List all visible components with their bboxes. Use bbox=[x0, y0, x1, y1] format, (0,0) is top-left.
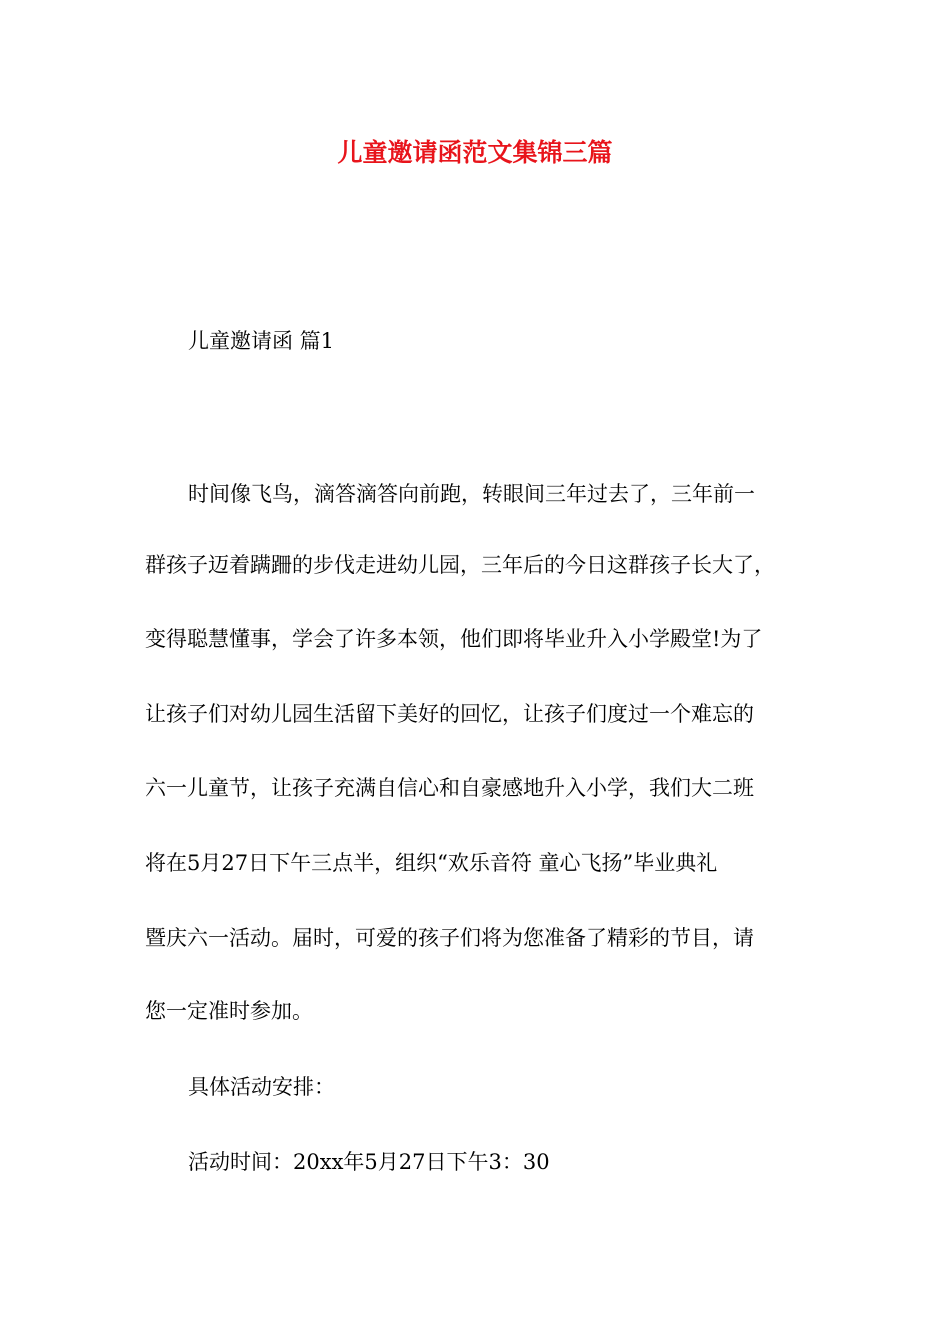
paragraph-line: 将在5月27日下午三点半，组织“欢乐音符 童心飞扬”毕业典礼 bbox=[145, 851, 718, 875]
paragraph-line: 让孩子们对幼儿园生活留下美好的回忆，让孩子们度过一个难忘的 bbox=[145, 702, 754, 726]
paragraph-line: 群孩子迈着蹒跚的步伐走进幼儿园，三年后的今日这群孩子长大了， bbox=[145, 553, 775, 577]
paragraph-line: 变得聪慧懂事，学会了许多本领，他们即将毕业升入小学殿堂!为了 bbox=[145, 627, 763, 651]
paragraph-line: 暨庆六一活动。届时，可爱的孩子们将为您准备了精彩的节目，请 bbox=[145, 926, 754, 950]
paragraph-line: 六一儿童节，让孩子充满自信心和自豪感地升入小学，我们大二班 bbox=[145, 776, 754, 800]
section-heading: 儿童邀请函 篇1 bbox=[188, 329, 335, 353]
paragraph-line: 您一定准时参加。 bbox=[145, 999, 313, 1023]
schedule-heading: 具体活动安排： bbox=[188, 1075, 335, 1099]
paragraph-line: 时间像飞鸟，滴答滴答向前跑，转眼间三年过去了，三年前一 bbox=[188, 482, 755, 506]
document-title: 儿童邀请函范文集锦三篇 bbox=[337, 138, 613, 167]
activity-time: 活动时间：20xx年5月27日下午3：30 bbox=[188, 1150, 550, 1174]
